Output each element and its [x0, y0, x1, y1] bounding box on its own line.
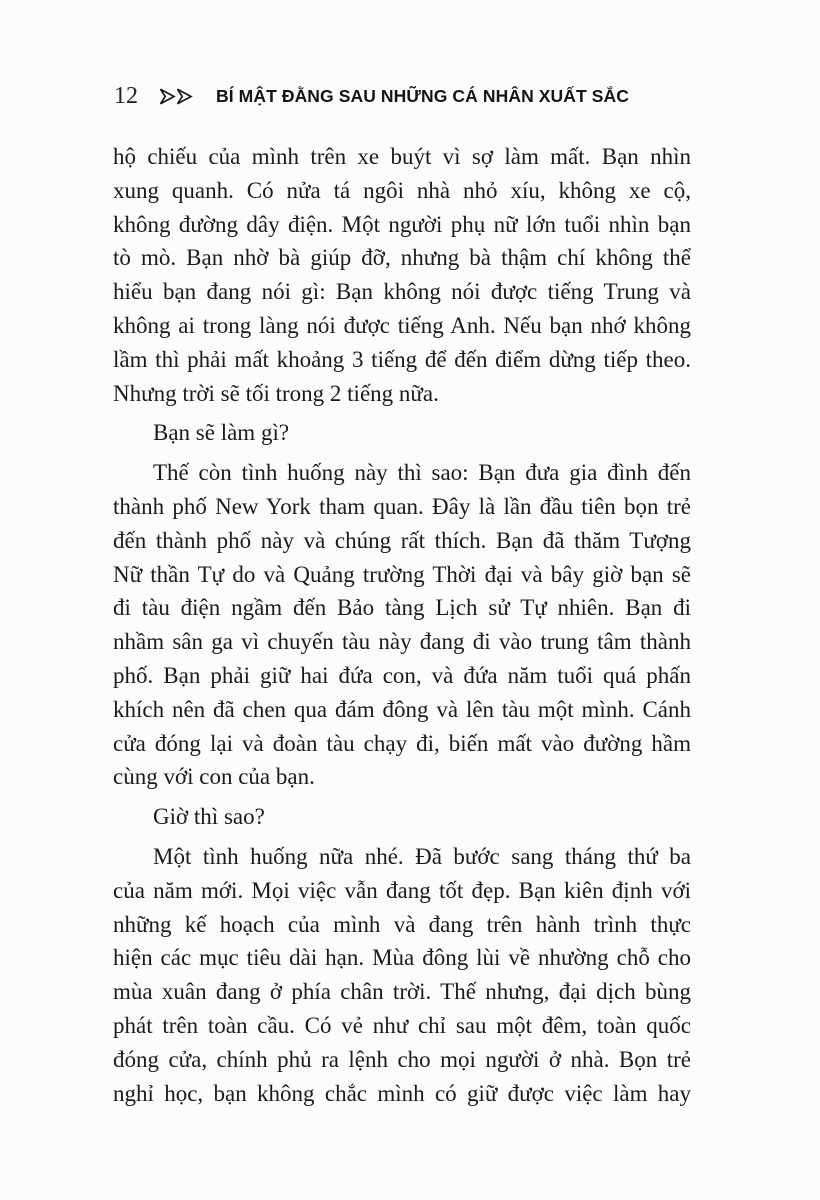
text-line: xung quanh. Có nửa tá ngôi nhà nhỏ xíu, không xe cộ,	[113, 177, 691, 203]
text-line: phố. Bạn phải giữ hai đứa con, và đứa năm tuổi quá phấn	[113, 662, 691, 688]
text-line: lầm thì phải mất khoảng 3 tiếng để đến điểm dừng tiếp theo.	[113, 346, 691, 372]
text-line: Một tình huống nữa nhé. Đã bước sang tháng thứ ba	[153, 843, 691, 869]
text-line: khích nên đã chen qua đám đông và lên tàu một mình. Cánh	[113, 696, 691, 722]
text-line: hiểu bạn đang nói gì: Bạn không nói được tiếng Trung và	[113, 279, 691, 305]
text-line: những kế hoạch của mình và đang trên hành trình thực	[113, 911, 691, 937]
text-line: của năm mới. Mọi việc vẫn đang tốt đẹp. Bạn kiên định với	[113, 877, 691, 903]
text-line: cửa đóng lại và đoàn tàu chạy đi, biến mất vào đường hầm	[113, 730, 691, 756]
text-line: đóng cửa, chính phủ ra lệnh cho mọi người ở nhà. Bọn trẻ	[113, 1046, 691, 1072]
text-line: nghỉ học, bạn không chắc mình có giữ được việc làm hay	[113, 1080, 691, 1106]
paragraph	[113, 416, 691, 450]
page-body	[113, 140, 691, 1110]
text-line: mùa xuân đang ở phía chân trời. Thế nhưng, đại dịch bùng	[113, 979, 691, 1005]
page-number: 12	[114, 83, 138, 109]
text-line: phát trên toàn cầu. Có vẻ như chỉ sau một đêm, toàn quốc	[113, 1012, 691, 1038]
text-line: đến thành phố này và chúng rất thích. Bạn đã thăm Tượng	[113, 527, 691, 553]
text-line: Nhưng trời sẽ tối trong 2 tiếng nữa.	[113, 380, 439, 406]
text-line: tò mò. Bạn nhờ bà giúp đỡ, nhưng bà thậm chí không thể	[113, 245, 691, 271]
text-line: thành phố New York tham quan. Đây là lần đầu tiên bọn trẻ	[113, 493, 691, 519]
text-line: Thế còn tình huống này thì sao: Bạn đưa gia đình đến	[153, 460, 691, 486]
double-right-arrow-icon	[159, 88, 193, 105]
text-line: cùng với con của bạn.	[113, 764, 315, 790]
text-line: không ai trong làng nói được tiếng Anh. Nếu bạn nhớ không	[113, 312, 691, 338]
paragraph	[113, 140, 691, 410]
text-line: hiện các mục tiêu dài hạn. Mùa đông lùi về nhường chỗ cho	[113, 945, 691, 971]
text-line: đi tàu điện ngầm đến Bảo tàng Lịch sử Tự nhiên. Bạn đi	[113, 595, 691, 621]
text-line: không đường dây điện. Một người phụ nữ lớn tuổi nhìn bạn	[113, 211, 691, 237]
paragraph	[113, 456, 691, 794]
text-line: Bạn sẽ làm gì?	[153, 420, 290, 446]
paragraph	[113, 840, 691, 1110]
running-header-title: BÍ MẬT ĐẰNG SAU NHỮNG CÁ NHÂN XUẤT SẮC	[216, 85, 630, 106]
paragraph	[113, 800, 691, 834]
text-line: hộ chiếu của mình trên xe buýt vì sợ làm mất. Bạn nhìn	[113, 144, 691, 169]
page-header	[114, 82, 629, 110]
text-line: Giờ thì sao?	[153, 804, 265, 830]
text-line: nhầm sân ga vì chuyến tàu này đang đi vào trung tâm thành	[113, 629, 691, 655]
text-line: Nữ thần Tự do và Quảng trường Thời đại và bây giờ bạn sẽ	[113, 561, 691, 587]
